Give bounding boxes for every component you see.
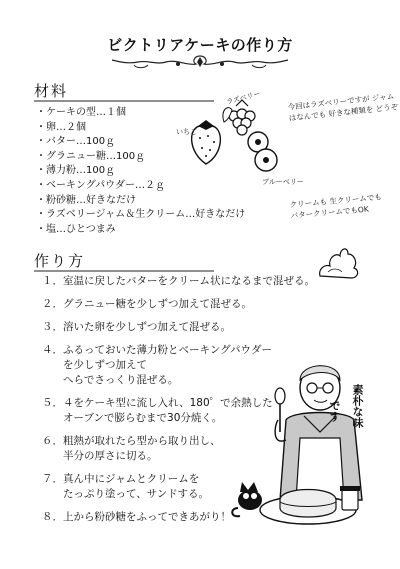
ingredient-item: ・薄力粉…100ｇ (36, 165, 116, 177)
strawberry-label: いちご (176, 128, 197, 136)
blueberry-label: ブルーベリー (262, 178, 304, 186)
title-ornament (108, 53, 292, 71)
ingredient-item: ・グラニュー糖…100ｇ (36, 150, 146, 162)
page-title: ビクトリアケーキの作り方 (107, 36, 293, 54)
step-line: へらでさっくり混ぜる。 (42, 374, 179, 386)
whipped-cream-illustration (314, 238, 362, 282)
ingredient-item: ・バター…100ｇ (36, 136, 116, 148)
speech-text-2: です (328, 400, 341, 422)
step-line: を少しずつ加えて (42, 359, 147, 371)
step-line: オーブンで膨らむまで30分焼く。 (42, 412, 223, 424)
cream-note: クリームも 生クリームでも バタークリームでもOK (289, 192, 383, 221)
ingredients-heading: 材料 (34, 82, 69, 100)
steps-divider (34, 269, 214, 273)
step-line: ４．ふるっておいた薄力粉とベーキングパウダー (42, 344, 272, 356)
ingredient-item: ・ラズベリージャム＆生クリーム…好きなだけ (36, 209, 246, 221)
raspberry-label: ラズベリー (225, 89, 262, 107)
step-line: ３．溶いた卵を少しずつ加えて混ぜる。 (42, 321, 231, 333)
step-line: ２．グラニュー糖を少しずつ加えて混ぜる。 (42, 298, 252, 310)
step-line: ８．上から粉砂糖をふってできあがり！ (42, 511, 231, 523)
step-line: ５．４をケーキ型に流し入れ、180゜で余熱した (42, 397, 273, 409)
ingredient-item: ・ケーキの型…１個 (36, 107, 126, 118)
speech-text: 素朴な味 (351, 384, 364, 428)
step-line: ７．真ん中にジャムとクリームを (42, 473, 200, 485)
step-line: ６．粗熱が取れたら型から取り出し、 (42, 435, 221, 447)
steps-heading: 作り方 (34, 252, 86, 270)
ingredient-item: ・塩…ひとつまみ (36, 223, 116, 235)
ingredient-item: ・ベーキングパウダー…２ｇ (36, 179, 165, 191)
ingredient-item: ・粉砂糖…好きなだけ (36, 194, 136, 206)
step-line: 半分の厚さに切る。 (42, 450, 158, 462)
step-line: たっぷり塗って、サンドする。 (42, 488, 209, 500)
chef-illustration (230, 350, 395, 550)
step-line: １．室温に戻したバターをクリーム状になるまで混ぜる。 (42, 275, 315, 287)
fruit-note: 今回はラズベリーですが ジャムはなんでも 好きな種類を どうぞ (287, 91, 399, 123)
ingredient-item: ・卵…２個 (36, 121, 86, 133)
